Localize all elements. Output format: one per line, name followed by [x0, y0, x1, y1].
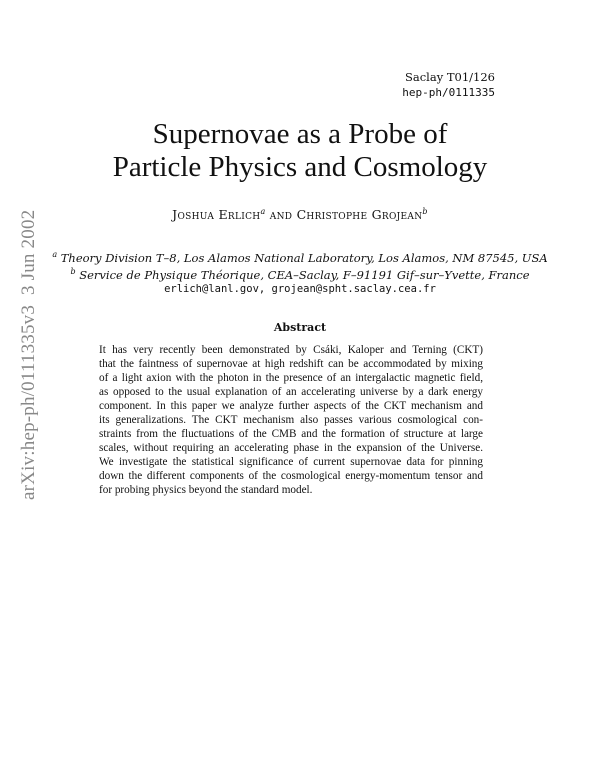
abstract-line: down the different components of the cosmological energy-momentum tensor and — [99, 470, 483, 482]
arxiv-number: hep-ph/0111335 — [402, 86, 495, 99]
abstract-line: of a light axion with the photon in the presence of an intergalactic magnetic field, — [99, 372, 483, 384]
abstract-line: component. In this paper we analyze further aspects of the CKT mechanism and — [99, 400, 483, 412]
abstract-line: It has very recently been demonstrated by Csáki, Kaloper and Terning (CKT) — [99, 344, 483, 356]
author-name: Joshua Erlich — [172, 207, 261, 223]
author-name: Christophe Grojean — [296, 207, 423, 223]
abstract-line: its generalizations. The CKT mechanism also passes various cosmological con- — [99, 414, 483, 426]
author-emails: erlich@lanl.gov, grojean@spht.saclay.cea.fr — [164, 283, 436, 295]
abstract-line: We investigate the statistical significance of current supernovae data for pinning — [99, 456, 483, 468]
affiliation-line — [0, 263, 600, 284]
report-number-block — [402, 70, 495, 100]
report-number: Saclay T01/126 — [405, 70, 495, 84]
abstract-heading: Abstract — [273, 321, 327, 334]
abstract-line: as opposed to the usual explanation of an accelerating universe by a dark energy — [99, 386, 483, 398]
title-line-1: Supernovae as a Probe of — [152, 118, 448, 150]
abstract-body — [99, 343, 483, 497]
affiliation-text: Service de Physique Théorique, CEA–Saclay, F–91191 Gif–sur–Yvette, France — [75, 267, 530, 282]
abstract-line: for probing physics beyond the standard model. — [99, 484, 313, 496]
affiliation-mark: b — [70, 267, 76, 276]
arxiv-sidebar-stamp: arXiv:hep-ph/0111335v3 3 Jun 2002 — [18, 209, 39, 500]
abstract-line: straints from the fluctuations of the CMB and the formation of structure at large — [99, 428, 483, 440]
paper-title — [0, 118, 600, 184]
title-line-2: Particle Physics and Cosmology — [112, 151, 488, 183]
abstract-line: scales, without requiring an accelerating phase in the expansion of the Universe. — [99, 442, 483, 454]
abstract-line: that the faintness of supernovae at high redshift can be accommodated by mixing — [99, 358, 483, 370]
affiliation-mark: a — [52, 250, 58, 259]
affiliation-mark: b — [422, 207, 428, 216]
affiliation-mark: a — [260, 207, 266, 216]
affiliation-text: Theory Division T–8, Los Alamos National Laboratory, Los Alamos, NM 87545, USA — [57, 250, 548, 265]
author-connector: and — [265, 207, 297, 223]
author-list — [0, 207, 600, 222]
